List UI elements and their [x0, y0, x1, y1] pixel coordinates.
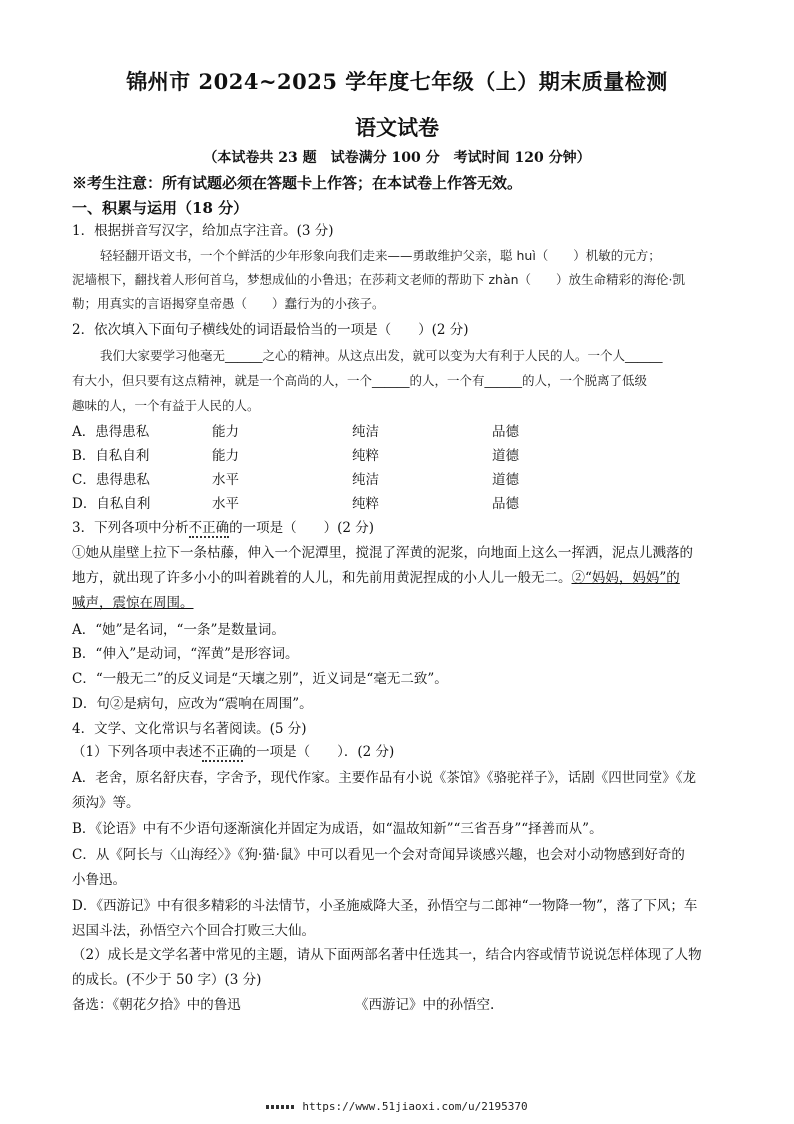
- q2-option-word: 能力: [212, 448, 239, 464]
- q3-passage-line2: [72, 568, 680, 588]
- q4-option-a-line2: 须沟》等。: [72, 795, 140, 811]
- q4-sub2-line1: （2）成长是文学名著中常见的主题，请从下面两部名著中任选其一，结合内容或情节说说怎样体现了人物: [72, 947, 702, 963]
- footer-url[interactable]: https://www.51jiaoxi.com/u/2195370: [302, 1100, 528, 1113]
- footer: [0, 1100, 794, 1113]
- q3-sentence2-start: ②“妈妈，妈妈”的: [571, 570, 680, 586]
- q4-sub1-emphasis: 不正确: [202, 744, 243, 760]
- q4-sub2-line2: 的成长。(不少于 50 字）(3 分): [72, 972, 262, 988]
- q2-option-word: 道德: [492, 448, 519, 464]
- section-heading: 一、积累与运用（18 分）: [72, 199, 249, 217]
- q4-option-a-line1: A．老舍，原名舒庆春，字舍予，现代作家。主要作品有小说《茶馆》《骆驼祥子》，话剧《四世同堂》《龙: [72, 770, 696, 786]
- q3-sentence1-end: 地方，就出现了许多小小的叫着跳着的人儿，和先前用黄泥捏成的小人儿一般无二。: [72, 570, 572, 586]
- exam-notice: ※考生注意：所有试题必须在答题卡上作答；在本试卷上作答无效。: [72, 174, 523, 192]
- q1-stem: 1．根据拼音写汉字，给加点字注音。(3 分): [72, 223, 334, 239]
- watermark-mark: [266, 1105, 294, 1109]
- q2-option-word: 纯洁: [352, 472, 379, 488]
- q4-sub1-stem: [72, 742, 394, 762]
- q2-option-word: 纯粹: [352, 448, 379, 464]
- q2-option-label: A．患得患私: [72, 424, 150, 440]
- q4-choice-label: 备选：《朝花夕拾》中的鲁迅: [72, 997, 241, 1013]
- q1-passage-line2: 泥墙根下，翻找着人形何首乌，梦想成仙的小鲁迅；在莎莉文老师的帮助下 zhàn（ ）放生命精彩的海伦·凯: [72, 272, 686, 287]
- q3-option-a: A．“她”是名词，“一条”是数量词。: [72, 622, 285, 638]
- q3-passage-line3: 喊声，震惊在周围。: [72, 595, 194, 611]
- q2-option-word: 水平: [212, 496, 239, 512]
- q3-passage-line1: ①她从崖壁上拉下一条枯藤，伸入一个泥潭里，搅混了浑黄的泥浆，向地面上这么一挥洒，泥点儿溅落的: [72, 545, 693, 561]
- q2-option-word: 纯洁: [352, 424, 379, 440]
- exam-subject-title: 语文试卷: [355, 115, 439, 140]
- q2-option-word: 道德: [492, 472, 519, 488]
- exam-info: （本试卷共 23 题 试卷满分 100 分 考试时间 120 分钟）: [203, 150, 591, 166]
- q3-option-d: D．句②是病句，应改为“震响在周围”。: [72, 696, 313, 712]
- q2-option-word: 水平: [212, 472, 239, 488]
- q4-stem: 4．文学、文化常识与名著阅读。(5 分): [72, 721, 307, 737]
- q2-option-label: D．自私自利: [72, 496, 151, 512]
- q2-option-word: 能力: [212, 424, 239, 440]
- q4-option-b: B．《论语》中有不少语句逐渐演化并固定为成语，如“温故知新”“三省吾身”“择善而从”。: [72, 821, 603, 837]
- q2-option-label: B．自私自利: [72, 448, 150, 464]
- q3-option-b: B．“伸入”是动词，“浑黄”是形容词。: [72, 646, 299, 662]
- q2-option-word: 品德: [492, 424, 519, 440]
- q1-passage-line1: 轻轻翻开语文书，一个个鲜活的少年形象向我们走来——勇敢维护父亲，聪 huì（ ）机敏的元方；: [100, 248, 661, 263]
- q3-stem-prefix: 3．下列各项中分析: [72, 520, 189, 536]
- q2-option-word: 纯粹: [352, 496, 379, 512]
- q4-option-c-line2: 小鲁迅。: [72, 872, 126, 888]
- q4-option-d-line1: D．《西游记》中有很多精彩的斗法情节，小圣施威降大圣，孙悟空与二郎神“一物降一物”，落了下风；车: [72, 898, 698, 914]
- q4-option-d-line2: 迟国斗法，孙悟空六个回合打败三大仙。: [72, 923, 315, 939]
- q3-stem-emphasis: 不正确: [188, 520, 230, 536]
- q4-option-c-line1: C．从《阿长与〈山海经〉》《狗·猫·鼠》中可以看见一个会对奇闻异谈感兴趣，也会对小动物感到好奇的: [72, 847, 685, 863]
- q2-option-word: 品德: [492, 496, 519, 512]
- q2-passage-line2: 有大小，但只要有这点精神，就是一个高尚的人，一个______的人，一个有______的人，一个脱离了低级: [72, 373, 648, 388]
- q4-sub1-prefix: （1）下列各项中表述: [72, 744, 203, 760]
- q4-sub1-suffix: 的一项是（ ）．(2 分): [242, 744, 395, 760]
- q2-passage-line3: 趣味的人，一个有益于人民的人。: [72, 398, 260, 413]
- q2-option-label: C．患得患私: [72, 472, 150, 488]
- q2-passage-line1: 我们大家要学习他毫无______之心的精神。从这点出发，就可以变为大有利于人民的人。一个人______: [100, 348, 663, 363]
- exam-title: 锦州市 2024~2025 学年度七年级（上）期末质量检测: [126, 69, 668, 94]
- q2-stem: 2．依次填入下面句子横线处的词语最恰当的一项是（ ）(2 分): [72, 322, 469, 338]
- q4-choice-2: 《西游记》中的孙悟空.: [355, 997, 495, 1013]
- q3-stem: [72, 518, 374, 538]
- q3-stem-suffix: 的一项是（ ）(2 分): [229, 520, 375, 536]
- q1-passage-line3: 勒；用真实的言语揭穿皇帝愚（ ）蠢行为的小孩子。: [72, 296, 385, 311]
- q3-option-c: C．“一般无二”的反义词是“天壤之别”，近义词是“毫无二致”。: [72, 671, 448, 687]
